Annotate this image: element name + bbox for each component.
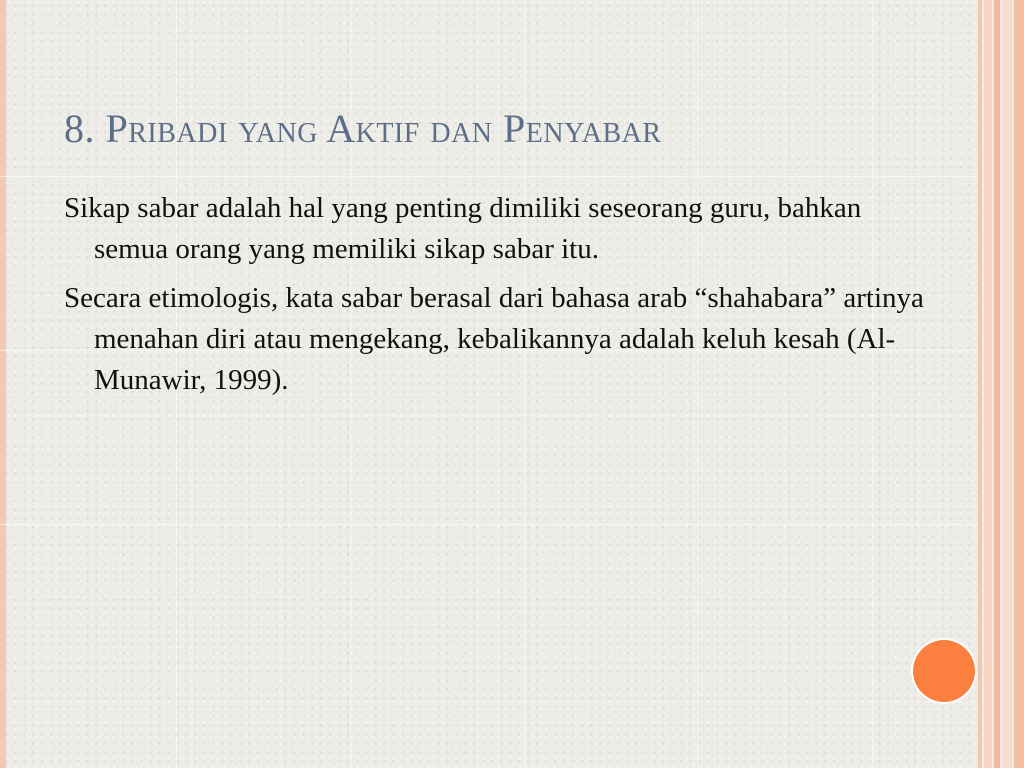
orange-accent-circle xyxy=(913,640,975,702)
slide-body xyxy=(64,188,924,409)
background-grid-line xyxy=(0,524,980,525)
slide-title: 8. Pribadi yang Aktif dan Penyabar xyxy=(64,106,662,151)
body-paragraph: Secara etimologis, kata sabar berasal dari bahasa arab “shahabara” artinya menahan diri atau mengekang, kebalikannya adalah keluh kesah (Al-Munawir, 1999). xyxy=(64,282,924,396)
decorative-bar xyxy=(978,0,982,768)
decorative-bar xyxy=(1002,0,1012,768)
decorative-bar xyxy=(984,0,992,768)
body-paragraph: Sikap sabar adalah hal yang penting dimiliki seseorang guru, bahkan semua orang yang memiliki sikap sabar itu. xyxy=(64,192,862,265)
left-edge-stripe xyxy=(0,0,6,768)
right-decorative-bars xyxy=(978,0,1024,768)
background-grid-line xyxy=(0,176,980,177)
decorative-bar xyxy=(994,0,1000,768)
decorative-bar xyxy=(1014,0,1024,768)
